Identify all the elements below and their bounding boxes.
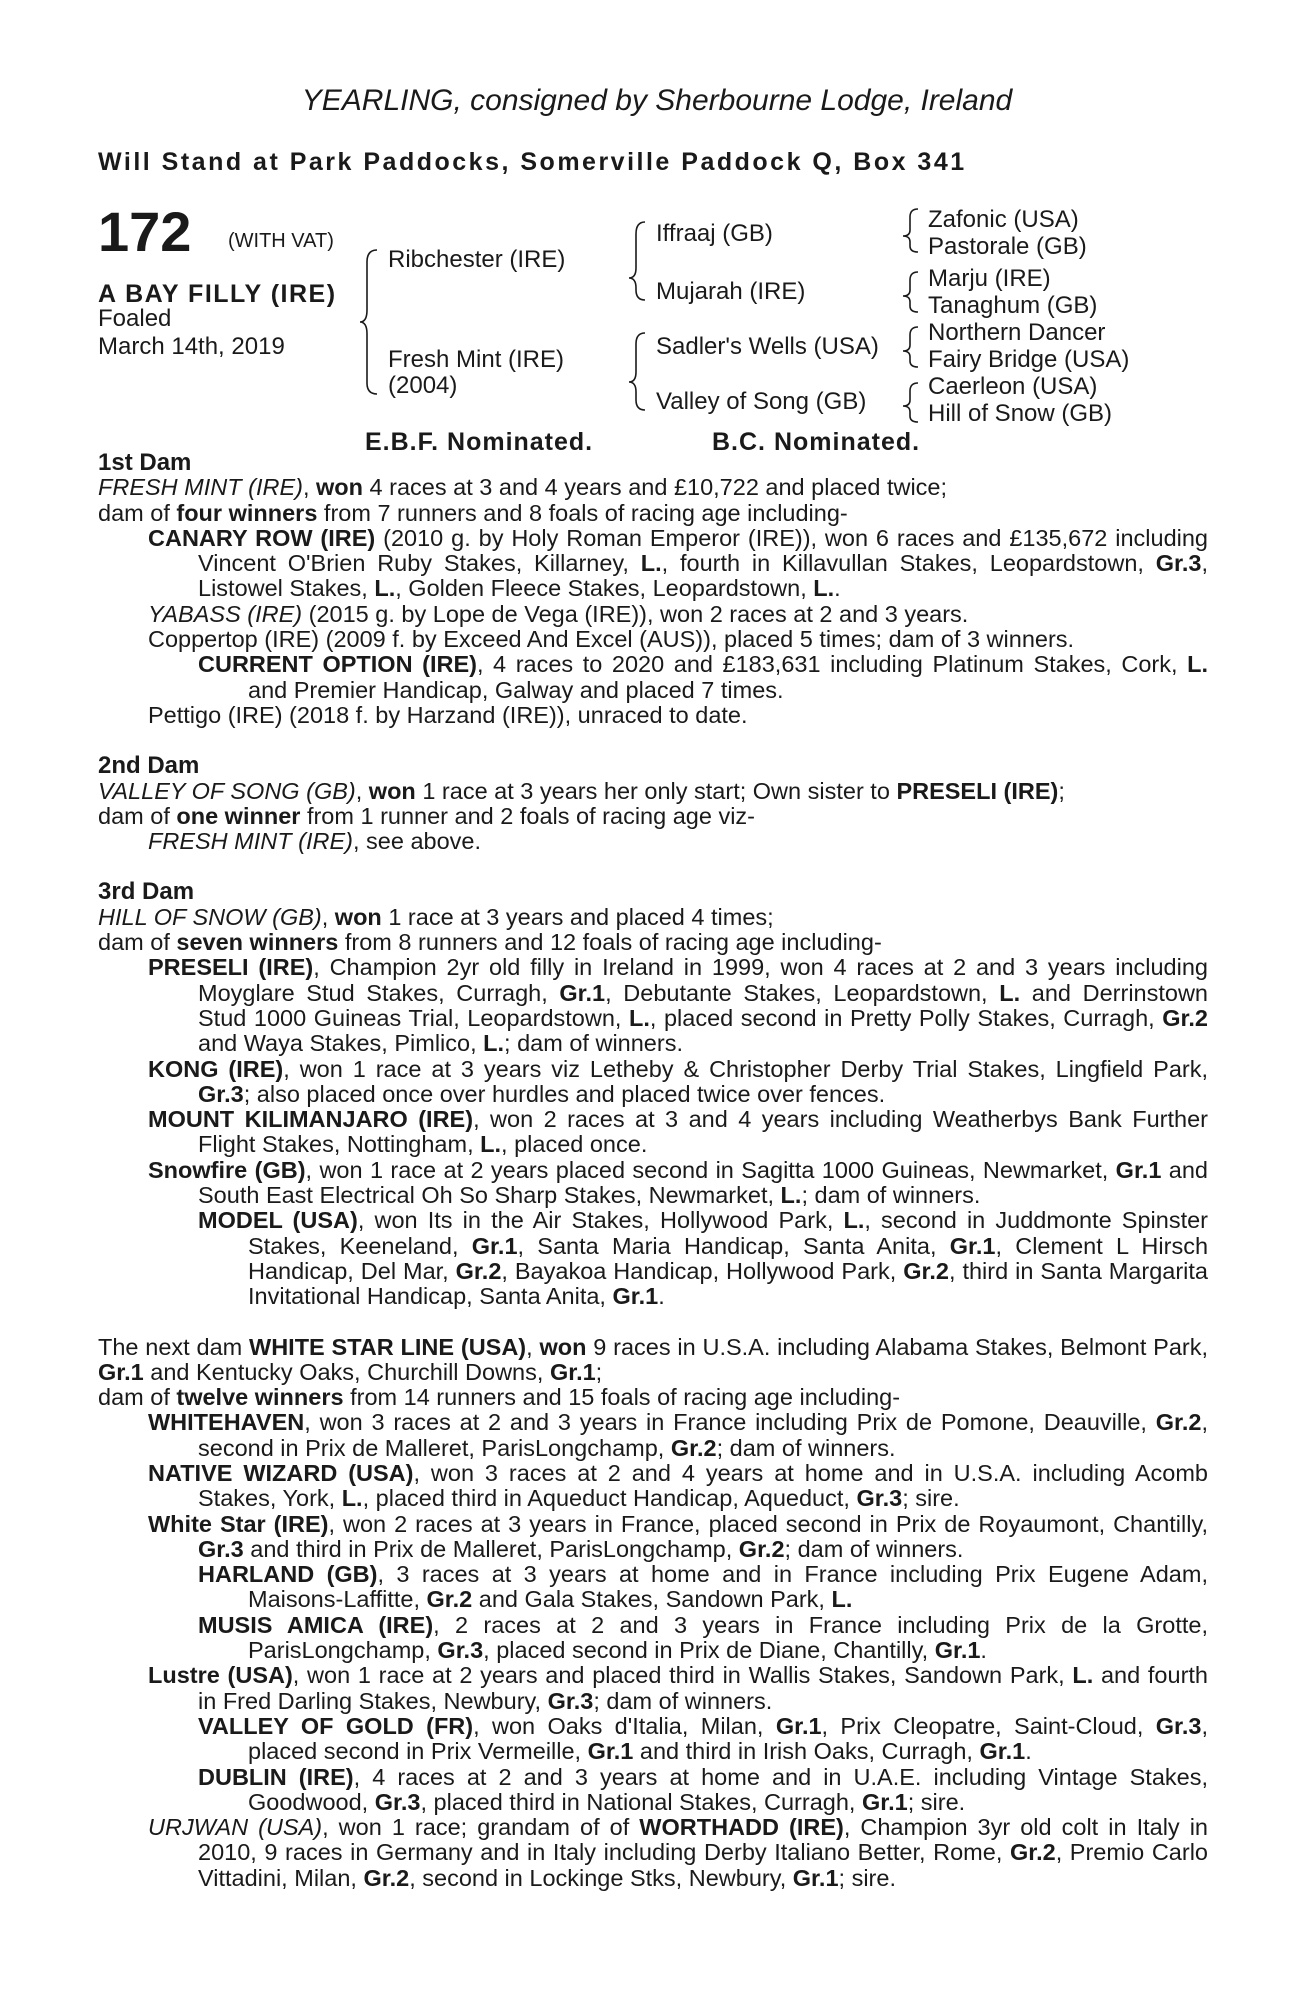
entry-lustre: Lustre (USA), won 1 race at 2 years and placed third in Wallis Stakes, Sandown Park, L. and fourth in Fred Darling Stakes, Newbury, Gr.3; dam of winners.	[148, 1662, 1208, 1714]
first-dam-produce: dam of four winners from 7 runners and 8 foals of racing age including-	[98, 499, 848, 526]
entry-white-star: White Star (IRE), won 2 races at 3 years in France, placed second in Prix de Royaumont, Chantilly, Gr.3 and third in Prix de Malleret, ParisLongchamp, Gr.2; dam of winners.	[148, 1510, 1208, 1562]
ggp-4: Tanaghum (GB)	[928, 292, 1098, 319]
entry-urjwan: URJWAN (USA), won 1 race; grandam of of WORTHADD (IRE), Champion 3yr old colt in Italy in 2010, 9 races in Germany and in Italy including Derby Italiano Better, Rome, Gr.2, Premio Carlo Vittadini, Milan, Gr.2, second in Lockinge Stks, Newbury, Gr.1; sire.	[148, 1814, 1208, 1891]
ebf-nominated: E.B.F. Nominated.	[365, 428, 594, 456]
entry-harland: HARLAND (GB), 3 races at 3 years at home and in France including Prix Eugene Adam, Maisons-Laffitte, Gr.2 and Gala Stakes, Sandown Park, L.	[198, 1561, 1208, 1613]
third-dam-produce: dam of seven winners from 8 runners and 12 foals of racing age including-	[98, 929, 882, 956]
entry-native-wizard: NATIVE WIZARD (USA), won 3 races at 2 and 4 years at home and in U.S.A. including Acomb Stakes, York, L., placed third in Aqueduct Handicap, Aqueduct, Gr.3; sire.	[148, 1459, 1208, 1512]
entry-valley-of-gold: VALLEY OF GOLD (FR), won Oaks d'Italia, Milan, Gr.1, Prix Cleopatre, Saint-Cloud, Gr.3, placed second in Prix Vermeille, Gr.1 and third in Irish Oaks, Curragh, Gr.1.	[198, 1712, 1208, 1765]
sire-dam-name: Mujarah (IRE)	[656, 278, 806, 305]
stand-location: Will Stand at Park Paddocks, Somerville Paddock Q, Box 341	[98, 148, 967, 176]
ggp-1: Zafonic (USA)	[928, 206, 1079, 233]
first-dam-heading: 1st Dam	[98, 449, 192, 476]
vat-note: (WITH VAT)	[228, 230, 334, 252]
dam-name: Fresh Mint (IRE)	[388, 346, 565, 373]
entry-mount-kilimanjaro: MOUNT KILIMANJARO (IRE), won 2 races at 3 and 4 years including Weatherbys Bank Further Flight Stakes, Nottingham, L., placed once.	[148, 1106, 1208, 1158]
ggp-3: Marju (IRE)	[928, 265, 1051, 292]
sire-sire-name: Iffraaj (GB)	[656, 220, 773, 247]
sire-name: Ribchester (IRE)	[388, 246, 566, 273]
foaled-date: March 14th, 2019	[98, 333, 285, 360]
entry-coppertop: Coppertop (IRE) (2009 f. by Exceed And Excel (AUS)), placed 5 times; dam of 3 winners.	[148, 626, 1075, 653]
entry-kong: KONG (IRE), won 1 race at 3 years viz Letheby & Christopher Derby Trial Stakes, Lingfield Park, Gr.3; also placed once over hurdles and placed twice over fences.	[148, 1055, 1208, 1107]
ggp-8: Hill of Snow (GB)	[928, 400, 1113, 427]
entry-musis-amica: MUSIS AMICA (IRE), 2 races at 2 and 3 years in France including Prix de la Grotte, ParisLongchamp, Gr.3, placed second in Prix de Diane, Chantilly, Gr.1.	[198, 1611, 1208, 1664]
next-dam-line: The next dam WHITE STAR LINE (USA), won 9 races in U.S.A. including Alabama Stakes, Belmont Park, Gr.1 and Kentucky Oaks, Churchill Downs, Gr.1;	[98, 1333, 1208, 1385]
sale-heading: YEARLING, consigned by Sherbourne Lodge, Ireland	[301, 84, 1013, 117]
ggp-6: Fairy Bridge (USA)	[928, 346, 1130, 373]
catalogue-body	[98, 450, 1208, 1891]
second-dam-line: VALLEY OF SONG (GB), won 1 race at 3 years her only start; Own sister to PRESELI (IRE);	[98, 777, 1065, 804]
entry-fresh-mint: FRESH MINT (IRE), see above.	[148, 828, 482, 855]
next-dam-produce: dam of twelve winners from 14 runners and 15 foals of racing age including-	[98, 1384, 901, 1411]
bc-nominated: B.C. Nominated.	[712, 428, 921, 456]
entry-canary-row: CANARY ROW (IRE) (2010 g. by Holy Roman Emperor (IRE)), won 6 races and £135,672 including Vincent O'Brien Ruby Stakes, Killarney, L., fourth in Killavullan Stakes, Leopardstown, Gr.3, Listowel Stakes, L., Golden Fleece Stakes, Leopardstown, L..	[148, 524, 1208, 602]
dam-year: (2004)	[388, 372, 458, 399]
dam-sire-name: Sadler's Wells (USA)	[656, 333, 879, 360]
ggp-7: Caerleon (USA)	[928, 373, 1098, 400]
entry-model: MODEL (USA), won Its in the Air Stakes, Hollywood Park, L., second in Juddmonte Spinster Stakes, Keeneland, Gr.1, Santa Maria Handicap, Santa Anita, Gr.1, Clement L Hirsch Handicap, Del Mar, Gr.2, Bayakoa Handicap, Hollywood Park, Gr.2, third in Santa Margarita Invitational Handicap, Santa Anita, Gr.1.	[198, 1207, 1209, 1310]
first-dam-line: FRESH MINT (IRE), won 4 races at 3 and 4 years and £10,722 and placed twice;	[98, 474, 948, 501]
foaled-label: Foaled	[98, 305, 172, 332]
entry-dublin: DUBLIN (IRE), 4 races at 2 and 3 years at home and in U.A.E. including Vintage Stakes, Goodwood, Gr.3, placed third in National Stakes, Curragh, Gr.1; sire.	[198, 1763, 1208, 1815]
entry-pettigo: Pettigo (IRE) (2018 f. by Harzand (IRE)), unraced to date.	[148, 701, 748, 728]
dam-dam-name: Valley of Song (GB)	[656, 388, 867, 415]
entry-preseli: PRESELI (IRE), Champion 2yr old filly in Ireland in 1999, won 4 races at 2 and 3 years including Moyglare Stud Stakes, Curragh, Gr.1, Debutante Stakes, Leopardstown, L. and Derrinstown Stud 1000 Guineas Trial, Leopardstown, L., placed second in Pretty Polly Stakes, Curragh, Gr.2 and Waya Stakes, Pimlico, L.; dam of winners.	[148, 954, 1209, 1057]
horse-name: A BAY FILLY (IRE)	[98, 280, 337, 308]
second-dam-heading: 2nd Dam	[98, 752, 200, 780]
entry-yabass: YABASS (IRE) (2015 g. by Lope de Vega (IRE)), won 2 races at 2 and 3 years.	[148, 600, 969, 627]
entry-whitehaven: WHITEHAVEN, won 3 races at 2 and 3 years in France including Prix de Pomone, Deauville, Gr.2, second in Prix de Malleret, ParisLongchamp, Gr.2; dam of winners.	[148, 1409, 1208, 1461]
lot-number: 172	[98, 200, 192, 263]
third-dam-heading: 3rd Dam	[98, 878, 195, 906]
ggp-2: Pastorale (GB)	[928, 233, 1087, 260]
foaled-info	[98, 305, 285, 361]
entry-current-option: CURRENT OPTION (IRE), 4 races to 2020 and £183,631 including Platinum Stakes, Cork, L. and Premier Handicap, Galway and placed 7 times.	[198, 651, 1208, 703]
pedigree-brackets	[0, 0, 1, 1]
third-dam-line: HILL OF SNOW (GB), won 1 race at 3 years and placed 4 times;	[98, 903, 774, 930]
second-dam-produce: dam of one winner from 1 runner and 2 foals of racing age viz-	[98, 802, 755, 829]
ggp-5: Northern Dancer	[928, 319, 1106, 346]
entry-snowfire: Snowfire (GB), won 1 race at 2 years placed second in Sagitta 1000 Guineas, Newmarket, Gr.1 and South East Electrical Oh So Sharp Stakes, Newmarket, L.; dam of winners.	[148, 1156, 1209, 1209]
